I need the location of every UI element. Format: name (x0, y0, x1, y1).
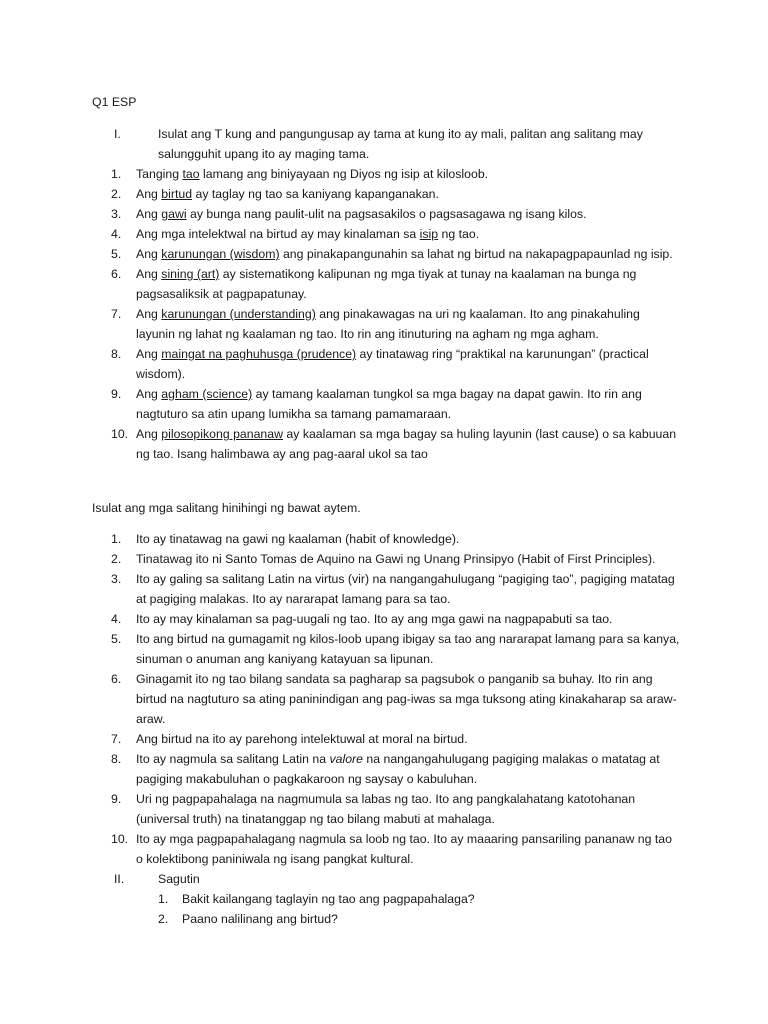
list-item (111, 609, 681, 629)
item-text-before: Ito ay nagmula sa salitang Latin na (136, 752, 330, 766)
item-text-after: lamang ang biniyayaan ng Diyos ng isip at kilosloob. (199, 167, 489, 181)
item-text (136, 384, 681, 424)
item-text (136, 729, 681, 749)
list-item (111, 204, 681, 224)
part-1-instruction: Isulat ang T kung and pangungusap ay tama at kung ito ay mali, palitan ang salitang may salungguhit upang ito ay maging tama. (158, 127, 643, 161)
item-text (136, 224, 681, 244)
identification-list (111, 529, 681, 869)
true-false-list (111, 164, 681, 464)
item-text-after: ay sistematikong kalipunan ng mga tiyak at tunay na kaalaman na bunga ng pagsasaliksik at pagpapatunay. (136, 267, 637, 301)
part-1b-instruction: Isulat ang mga salitang hinihingi ng bawat aytem. (92, 501, 361, 515)
item-number: 8. (111, 347, 122, 361)
item-text (136, 529, 681, 549)
underlined-term: agham (science) (161, 387, 253, 401)
item-text-before: Ginagamit ito ng tao bilang sandata sa pagharap sa pagsubok o panganib sa buhay. Ito rin ang birtud na nagtuturo sa ating paninindigan ang pag-iwas sa mga tuksong ating kinakaharap sa araw-araw. (136, 672, 677, 726)
item-number: 8. (111, 752, 122, 766)
item-text-before: Ang birtud na ito ay parehong intelektuwal at moral na birtud. (136, 732, 468, 746)
item-text-after: ang pinakawagas na uri ng kaalaman. Ito ang pinakahuling layunin ng lahat ng kaalaman ng tao. Ito rin ang itinuturing na agham ng mga agham. (136, 307, 640, 341)
part-2-heading-text: Sagutin (158, 872, 200, 886)
item-text-after: ng tao. (438, 227, 480, 241)
item-text-before: Ang (136, 267, 162, 281)
item-number: 4. (111, 612, 122, 626)
item-number: 3. (111, 207, 122, 221)
item-number: 10. (111, 832, 129, 846)
question-text: Bakit kailangang taglayin ng tao ang pagpapahalaga? (182, 892, 475, 906)
item-text-after: ay bunga nang paulit-ulit na pagsasakilos o pagsasagawa ng isang kilos. (186, 207, 587, 221)
item-text-before: Ang mga intelektwal na birtud ay may kinalaman sa (136, 227, 420, 241)
list-item (111, 829, 681, 869)
item-text (136, 344, 681, 384)
question-text: Paano nalilinang ang birtud? (182, 912, 338, 926)
question-number: 1. (158, 892, 169, 906)
item-text (136, 304, 681, 344)
item-number: 7. (111, 732, 122, 746)
item-number: 1. (111, 532, 122, 546)
list-item (111, 224, 681, 244)
underlined-term: tao (182, 167, 200, 181)
item-number: 5. (111, 632, 122, 646)
item-text (136, 569, 681, 609)
italic-term: valore (329, 752, 363, 766)
item-text-after: ay tinatawag ring “praktikal na karunungan” (practical wisdom). (136, 347, 649, 381)
list-item (111, 244, 681, 264)
list-item (111, 549, 681, 569)
question-number: 2. (158, 912, 169, 926)
roman-numeral: I. (114, 127, 121, 141)
item-text-before: Ang (136, 207, 162, 221)
item-text-before: Ang (136, 247, 162, 261)
list-item (111, 629, 681, 669)
list-item (111, 384, 681, 424)
list-item (111, 669, 681, 729)
item-text-before: Tanging (136, 167, 183, 181)
list-item (111, 424, 681, 464)
underlined-term: maingat na paghuhusga (prudence) (161, 347, 357, 361)
item-text-before: Ito ay galing sa salitang Latin na virtus (vir) na nangangahulugang “pagiging tao”, pagiging matatag at pagiging malakas. Ito ay nararapat lamang para sa tao. (136, 572, 675, 606)
list-item (111, 529, 681, 549)
item-text-before: Tinatawag ito ni Santo Tomas de Aquino na Gawi ng Unang Prinsipyo (Habit of First Principles). (136, 552, 656, 566)
item-text (136, 669, 681, 729)
essay-questions-list (158, 889, 558, 929)
item-text-before: Ito ay mga pagpapahalagang nagmula sa loob ng tao. Ito ay maaaring pansariling pananaw ng tao o kolektibong paniniwala ng isang pangkat kultural. (136, 832, 672, 866)
list-item (111, 749, 681, 789)
item-text-before: Ito ang birtud na gumagamit ng kilos-loob upang ibigay sa tao ang nararapat lamang para sa kanya, sinuman o anuman ang kaniyang katayuan sa lipunan. (136, 632, 680, 666)
item-text-before: Ang (136, 187, 162, 201)
list-item (111, 304, 681, 344)
list-item (111, 184, 681, 204)
item-text (136, 829, 681, 869)
item-number: 7. (111, 307, 122, 321)
list-item (111, 569, 681, 609)
item-text (136, 184, 681, 204)
item-number: 3. (111, 572, 122, 586)
item-text-after: ay taglay ng tao sa kaniyang kapanganakan. (192, 187, 439, 201)
list-item (111, 789, 681, 829)
item-text-before: Ang (136, 347, 162, 361)
underlined-term: karunungan (wisdom) (161, 247, 280, 261)
list-item (111, 729, 681, 749)
item-number: 2. (111, 187, 122, 201)
item-number: 1. (111, 167, 122, 181)
item-number: 9. (111, 792, 122, 806)
item-number: 5. (111, 247, 122, 261)
item-text-after: ang pinakapangunahin sa lahat ng birtud na nakapagpapaunlad ng isip. (279, 247, 673, 261)
underlined-term: birtud (161, 187, 193, 201)
item-number: 4. (111, 227, 122, 241)
underlined-term: pilosopikong pananaw (161, 427, 283, 441)
part-1-heading (114, 124, 688, 164)
item-text (136, 244, 681, 264)
item-number: 6. (111, 267, 122, 281)
item-text (136, 264, 681, 304)
item-text-after: na nangangahulugang pagiging malakas o matatag at pagiging makabuluhan o pagkakaroon ng saysay o kabuluhan. (136, 752, 660, 786)
list-item (111, 164, 681, 184)
item-text (136, 749, 681, 789)
document-title: Q1 ESP (92, 95, 137, 109)
item-number: 9. (111, 387, 122, 401)
underlined-term: sining (art) (161, 267, 220, 281)
item-number: 10. (111, 427, 129, 441)
item-text-before: Ito ay may kinalaman sa pag-uugali ng tao. Ito ay ang mga gawi na nagpapabuti sa tao. (136, 612, 613, 626)
underlined-term: karunungan (understanding) (161, 307, 316, 321)
list-item (111, 344, 681, 384)
item-text-before: Ang (136, 307, 162, 321)
item-text-before: Uri ng pagpapahalaga na nagmumula sa labas ng tao. Ito ang pangkalahatang katotohanan (universal truth) na tinatanggap ng tao bilang mabuti at mahalaga. (136, 792, 636, 826)
item-number: 2. (111, 552, 122, 566)
roman-numeral: II. (114, 872, 125, 886)
list-item (111, 264, 681, 304)
item-text (136, 789, 681, 829)
item-text-after: ay kaalaman sa mga bagay sa huling layunin (last cause) o sa kabuuan ng tao. Isang halimbawa ay ang pag-aaral ukol sa tao (136, 427, 677, 461)
part-2-heading (114, 869, 200, 889)
item-text-before: Ito ay tinatawag na gawi ng kaalaman (habit of knowledge). (136, 532, 460, 546)
item-text-after: ay tamang kaalaman tungkol sa mga bagay na dapat gawin. Ito rin ang nagtuturo sa atin upang lumikha sa tamang pamamaraan. (136, 387, 642, 421)
question-item (158, 889, 558, 909)
question-item (158, 909, 558, 929)
item-text (136, 549, 681, 569)
item-text (136, 609, 681, 629)
item-text (136, 629, 681, 669)
underlined-term: gawi (161, 207, 187, 221)
item-number: 6. (111, 672, 122, 686)
item-text-before: Ang (136, 427, 162, 441)
item-text-before: Ang (136, 387, 162, 401)
underlined-term: isip (419, 227, 439, 241)
item-text (136, 424, 681, 464)
item-text (136, 164, 681, 184)
item-text (136, 204, 681, 224)
